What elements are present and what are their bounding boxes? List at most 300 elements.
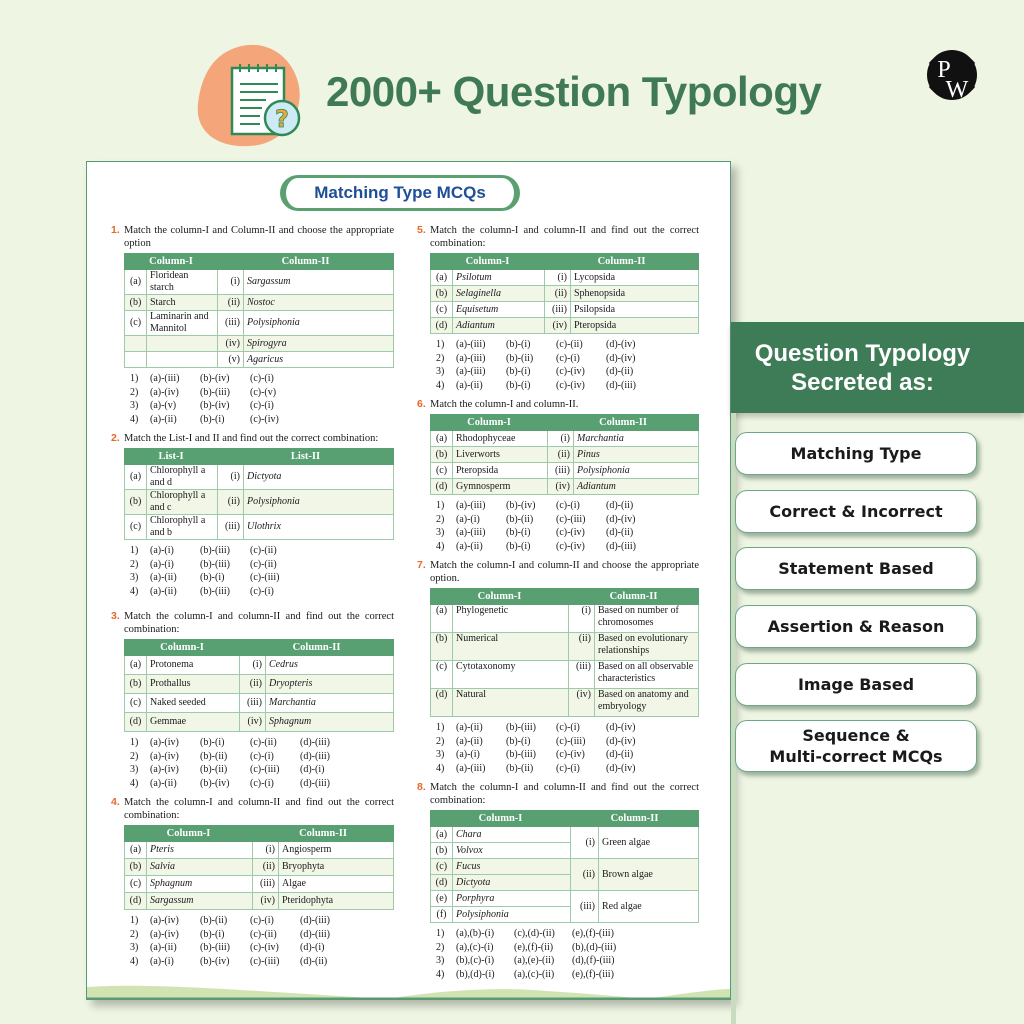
column-header: Column-I [431,589,569,605]
answer-option[interactable] [130,399,394,413]
table-row [125,515,394,540]
column-header: Column-II [545,254,699,270]
question-number: 5. [417,224,426,236]
column-1-value: Pteris [147,842,253,859]
option-pair: (a)-(iv) [150,928,179,940]
question-stem [417,224,699,250]
type-label: Sequence & [802,726,910,745]
column-2-value: Nostoc [244,295,394,311]
question-number: 7. [417,559,426,571]
option-pair: (d)-(ii) [606,749,634,760]
row-label: (d) [125,893,147,910]
row-label: (c) [125,694,147,713]
option-pair: (a)-(iv) [150,386,179,398]
column-2-value: Based on anatomy and embryology [595,689,699,717]
column-1-value: Phylogenetic [453,605,569,633]
option-number: 4) [130,955,139,967]
option-number: 4) [130,413,139,425]
answer-option[interactable] [436,352,699,366]
option-pair: (a),(c)-(i) [456,941,494,953]
option-pair: (b)-(i) [506,339,531,350]
column-header: List-II [218,449,394,465]
option-number: 3) [436,366,445,377]
column-header: Column-I [431,254,545,270]
type-label: Statement Based [778,559,934,578]
option-pair: (a),(c)-(ii) [514,968,555,980]
option-pair: (a)-(ii) [150,413,177,425]
answer-options [436,927,699,981]
column-2-value: Pteridophyta [279,893,394,910]
option-pair: (b)-(ii) [506,762,534,774]
option-pair: (d)-(iv) [606,352,636,364]
column-1-value: Psilotum [453,270,545,286]
answer-option[interactable] [130,571,394,585]
answer-option[interactable] [130,585,394,599]
table-row [125,876,394,893]
question-number: 2. [111,432,120,444]
row-label-2: (iii) [569,661,595,689]
option-number: 2) [130,750,139,762]
svg-text:P: P [937,57,951,83]
column-1-value: Dictyota [453,875,571,891]
answer-option[interactable] [130,544,394,558]
option-pair: (d)-(iv) [606,722,636,733]
table-row [125,465,394,490]
option-pair: (a),(b)-(i) [456,928,495,939]
column-2-value: Algae [279,876,394,893]
notepad-question-icon [190,42,315,150]
question-8 [417,781,699,981]
column-1-value: Volvox [453,843,571,859]
row-label-2: (ii) [218,490,244,515]
column-2-value: Angiosperm [279,842,394,859]
option-pair: (b)-(iii) [506,749,536,760]
option-pair: (c)-(iv) [250,413,279,425]
row-label-2: (i) [548,431,574,447]
row-label: (b) [125,295,147,311]
answer-option[interactable] [130,736,394,750]
answer-option[interactable] [436,748,699,762]
option-pair: (b)-(ii) [200,750,228,762]
table-row [125,842,394,859]
option-pair: (a)-(ii) [150,572,177,583]
question-stem [111,610,394,636]
answer-option[interactable] [436,735,699,749]
column-2-value: Ulothrix [244,515,394,540]
type-sequence-multicorrect-button[interactable] [735,720,977,772]
option-number: 2) [130,558,139,570]
option-pair: (b)-(iii) [200,386,230,398]
row-label-2: (ii) [218,295,244,311]
option-pair: (d)-(iv) [606,513,636,525]
column-2-value: Psilopsida [571,302,699,318]
column-header: Column-II [569,589,699,605]
option-pair: (c)-(i) [556,500,580,511]
row-label: (a) [125,270,147,295]
answer-option[interactable] [436,540,699,554]
row-label-2: (iv) [548,479,574,495]
option-pair: (d)-(i) [300,942,325,953]
row-label-2: (i) [240,656,266,675]
column-2-value: Sphenopsida [571,286,699,302]
row-label-2: (i) [253,842,279,859]
column-header: Column-II [548,415,699,431]
match-table [430,253,699,334]
table-row [431,661,699,689]
type-label-line-2: Multi-correct MCQs [769,747,943,766]
column-header: Column-II [571,811,699,827]
option-pair: (b)-(iv) [200,373,230,384]
row-label-2: (iv) [218,336,244,352]
row-label-2: (iii) [545,302,571,318]
banner-line-1: Question Typology [754,340,971,367]
answer-option[interactable] [130,372,394,386]
question-text: Match the column-I and Column-II and choose the appropriate option [124,225,394,249]
row-label: (a) [431,431,453,447]
option-pair: (b)-(iv) [506,500,536,511]
option-pair: (c)-(ii) [250,737,277,748]
row-label-2: (iv) [569,689,595,717]
option-pair: (c)-(iii) [250,955,280,967]
column-2-value: Dictyota [244,465,394,490]
column-2-value: Agaricus [244,352,394,368]
option-number: 2) [436,352,445,364]
question-6 [417,398,699,553]
option-pair: (d)-(iii) [606,540,636,552]
column-header: Column-I [125,640,240,656]
option-pair: (c)-(iv) [556,527,585,538]
option-pair: (a)-(iv) [150,737,179,748]
row-label: (c) [125,515,147,540]
answer-option[interactable] [436,721,699,735]
option-pair: (b)-(iii) [200,545,230,556]
option-pair: (b)-(iv) [200,400,230,411]
table-row [431,463,699,479]
column-1-value: Protonema [147,656,240,675]
question-stem [417,398,699,411]
match-table [124,253,394,368]
column-2-value: Adiantum [574,479,699,495]
column-2-value: Pinus [574,447,699,463]
column-2-value: Marchantia [574,431,699,447]
column-1-value: Sargassum [147,893,253,910]
type-assertion-reason-button[interactable] [735,605,977,648]
option-pair: (a)-(i) [150,558,174,570]
row-label: (d) [431,318,453,334]
row-label-2: (i) [545,270,571,286]
column-1-value: Sphagnum [147,876,253,893]
section-title-pill [280,175,520,211]
row-label-2: (iii) [253,876,279,893]
table-row [431,431,699,447]
option-number: 1) [436,722,445,733]
option-pair: (c),(d)-(ii) [514,928,555,939]
row-label-2: (ii) [240,675,266,694]
column-1-value: Chlorophyll a and d [147,465,218,490]
answer-option[interactable] [436,379,699,393]
option-pair: (d)-(iii) [300,928,330,940]
option-pair: (a)-(ii) [150,942,177,953]
option-number: 4) [130,585,139,597]
row-label: (a) [125,465,147,490]
option-pair: (a)-(ii) [456,540,483,552]
column-1-value: Rhodophyceae [453,431,548,447]
answer-option[interactable] [130,413,394,427]
column-1-value: Chara [453,827,571,843]
banner-line-2: Secreted as: [791,369,934,396]
question-7 [417,559,699,775]
row-label: (b) [125,675,147,694]
option-pair: (c)-(iii) [250,764,280,775]
question-1 [111,224,394,426]
column-1-value: Naked seeded [147,694,240,713]
question-text: Match the column-I and column-II and find out the correct combination: [430,225,699,249]
question-number: 1. [111,224,120,236]
document-page [86,161,731,1000]
option-pair: (a)-(ii) [150,585,177,597]
option-number: 2) [130,928,139,940]
column-1-value [147,336,218,352]
row-label-2: (ii) [253,859,279,876]
option-pair: (b)-(i) [200,928,225,940]
option-pair: (b),(c)-(i) [456,955,495,966]
table-row [431,891,699,907]
option-pair: (a)-(iv) [150,764,179,775]
column-1-value: Adiantum [453,318,545,334]
question-stem [417,781,699,807]
row-label-2: (iii) [240,694,266,713]
option-pair: (d)-(iii) [300,737,330,748]
table-row [431,633,699,661]
option-number: 2) [436,513,445,525]
type-statement-based-button[interactable] [735,547,977,590]
column-header: Column-I [125,826,253,842]
pw-logo [922,44,982,106]
row-label: (f) [431,907,453,923]
section-title: Matching Type MCQs [314,183,486,202]
answer-option[interactable] [436,968,699,982]
match-table [124,448,394,540]
option-number: 3) [436,527,445,538]
option-pair: (b)-(i) [506,527,531,538]
option-pair: (a)-(iii) [456,527,486,538]
column-1-value: Liverworts [453,447,548,463]
column-1-value: Fucus [453,859,571,875]
column-1-value: Selaginella [453,286,545,302]
column-2-value: Sphagnum [266,713,394,732]
option-pair: (d)-(iv) [606,762,636,774]
option-pair: (a)-(i) [150,955,174,967]
type-image-based-button[interactable] [735,663,977,706]
question-text: Match the column-I and column-II and find out the correct combination: [430,782,699,806]
table-row [125,270,394,295]
type-correct-incorrect-button[interactable] [735,490,977,533]
column-2-value: Lycopsida [571,270,699,286]
row-label-2: (iii) [218,311,244,336]
row-label: (a) [125,842,147,859]
type-matching-button[interactable] [735,432,977,475]
table-row [125,859,394,876]
option-pair: (c)-(i) [250,750,274,762]
answer-option[interactable] [130,763,394,777]
option-pair: (b)-(iii) [200,585,230,597]
option-pair: (c)-(i) [250,777,274,789]
option-number: 1) [436,500,445,511]
column-1-value: Prothallus [147,675,240,694]
type-label: Assertion & Reason [767,617,945,636]
question-stem [111,796,394,822]
row-label: (d) [431,479,453,495]
match-table [430,588,699,717]
column-header: Column-II [240,640,394,656]
row-label: (c) [431,661,453,689]
option-pair: (a),(e)-(ii) [514,955,555,966]
question-number: 3. [111,610,120,622]
table-row [431,689,699,717]
row-label-2: (iv) [240,713,266,732]
column-1-value [147,352,218,368]
table-row [125,295,394,311]
option-pair: (a)-(ii) [456,722,483,733]
option-pair: (a)-(ii) [150,777,177,789]
row-label: (d) [431,689,453,717]
question-text: Match the column-I and column-II. [430,399,579,410]
table-row [431,447,699,463]
option-pair: (b),(d)-(i) [456,968,495,980]
answer-option[interactable] [130,558,394,572]
row-label: (a) [125,656,147,675]
option-pair: (b)-(i) [506,379,531,391]
option-pair: (c)-(iv) [556,540,585,552]
option-pair: (b)-(iii) [200,942,230,953]
left-column [111,224,394,974]
option-pair: (c)-(iii) [556,735,586,747]
answer-option[interactable] [436,526,699,540]
option-pair: (a)-(iv) [150,915,179,926]
right-column [417,224,699,987]
row-label: (c) [125,876,147,893]
column-1-value: Polysiphonia [453,907,571,923]
footer-wave [87,983,731,999]
answer-option[interactable] [130,386,394,400]
option-pair: (c)-(i) [250,400,274,411]
question-number: 4. [111,796,120,808]
row-label: (c) [431,463,453,479]
option-pair: (c)-(iii) [250,572,280,583]
answer-option[interactable] [130,750,394,764]
answer-option[interactable] [436,954,699,968]
answer-option[interactable] [130,914,394,928]
option-pair: (a)-(i) [456,749,480,760]
question-4 [111,796,394,968]
column-1-value: Numerical [453,633,569,661]
column-header: Column-II [218,254,394,270]
option-pair: (d)-(ii) [606,500,634,511]
answer-option[interactable] [436,513,699,527]
option-pair: (c)-(ii) [556,339,583,350]
answer-options [130,544,394,598]
column-2-value: Brown algae [599,859,699,891]
answer-option[interactable] [130,928,394,942]
option-pair: (b)-(i) [200,737,225,748]
column-2-value: Dryopteris [266,675,394,694]
option-number: 3) [130,572,139,583]
option-pair: (b)-(iii) [200,558,230,570]
option-pair: (d)-(iii) [300,750,330,762]
row-label: (d) [431,875,453,891]
row-label: (b) [125,490,147,515]
answer-option[interactable] [436,762,699,776]
option-number: 1) [130,545,139,556]
column-1-value: Gemmae [147,713,240,732]
type-label: Image Based [797,675,915,694]
answer-option[interactable] [436,365,699,379]
option-number: 4) [130,777,139,789]
column-2-value: Sargassum [244,270,394,295]
option-pair: (b)-(iv) [200,777,230,789]
option-number: 3) [436,955,445,966]
table-row [431,318,699,334]
option-pair: (b)-(i) [506,366,531,377]
option-number: 2) [436,735,445,747]
option-number: 3) [436,749,445,760]
column-1-value: Laminarin and Mannitol [147,311,218,336]
column-2-value: Polysiphonia [244,490,394,515]
answer-option[interactable] [436,927,699,941]
answer-option[interactable] [436,338,699,352]
column-1-value: Natural [453,689,569,717]
row-label-2: (i) [218,270,244,295]
table-row [431,302,699,318]
table-row [125,490,394,515]
option-pair: (a)-(iii) [456,339,486,350]
column-2-value: Based on number of chromosomes [595,605,699,633]
row-label-2: (ii) [545,286,571,302]
table-row [431,286,699,302]
row-label-2: (i) [218,465,244,490]
option-pair: (a)-(i) [150,545,174,556]
option-pair: (a)-(ii) [456,379,483,391]
answer-options [436,721,699,775]
answer-option[interactable] [436,941,699,955]
answer-option[interactable] [130,941,394,955]
column-2-value: Polysiphonia [574,463,699,479]
column-1-value: Equisetum [453,302,545,318]
option-number: 3) [130,400,139,411]
option-pair: (c)-(ii) [250,545,277,556]
column-2-value: Pteropsida [571,318,699,334]
row-label: (c) [125,311,147,336]
option-pair: (e),(f)-(iii) [572,968,614,980]
option-pair: (a)-(ii) [456,735,483,747]
column-2-value: Bryophyta [279,859,394,876]
table-row [431,859,699,875]
option-pair: (b)-(i) [200,572,225,583]
option-number: 1) [436,339,445,350]
answer-option[interactable] [436,499,699,513]
option-number: 1) [130,737,139,748]
option-number: 1) [436,928,445,939]
row-label: (b) [125,859,147,876]
row-label: (a) [431,270,453,286]
option-pair: (c)-(i) [250,915,274,926]
answer-option[interactable] [130,777,394,791]
row-label: (b) [431,286,453,302]
answer-option[interactable] [130,955,394,969]
row-label [125,336,147,352]
option-pair: (c)-(iii) [556,513,586,525]
column-2-value: Green algae [599,827,699,859]
